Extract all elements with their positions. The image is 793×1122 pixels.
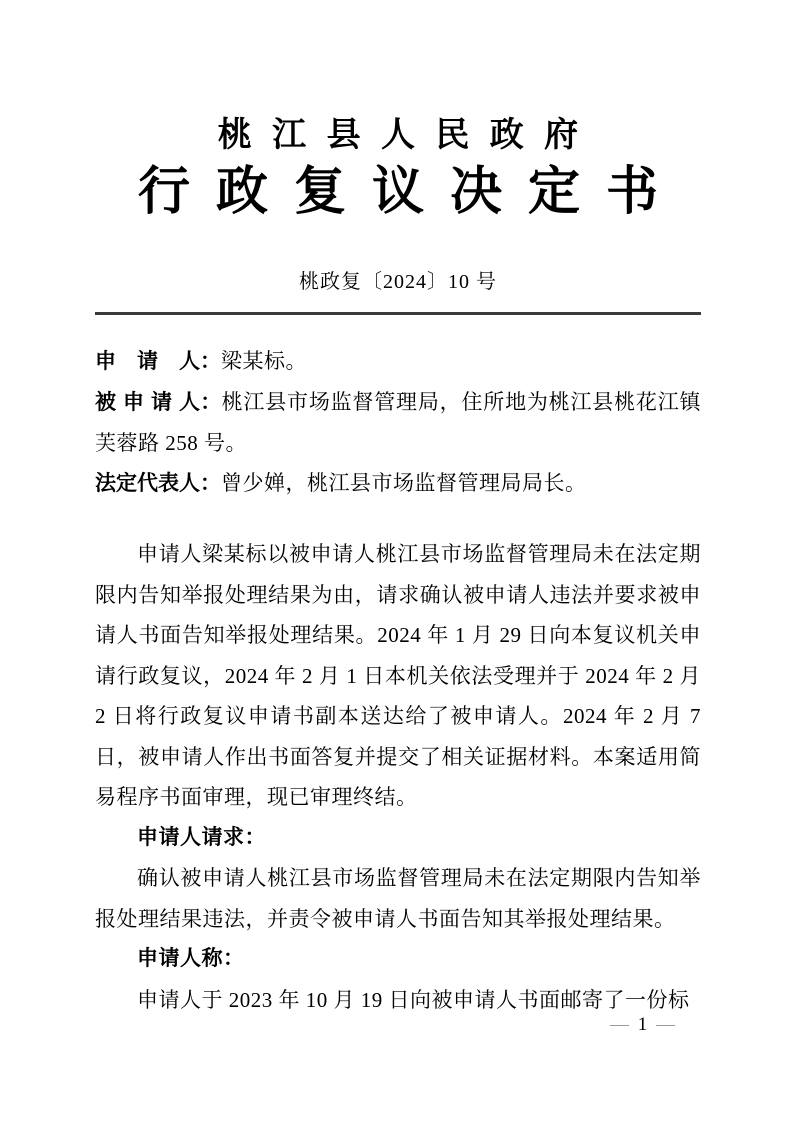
body-heading-applicant-statement: 申请人称： bbox=[137, 947, 245, 970]
party-row-legal-representative bbox=[95, 463, 701, 504]
parties-section bbox=[95, 341, 701, 504]
document-number: 桃政复〔2024〕10 号 bbox=[299, 271, 497, 293]
party-label: 法定代表人 bbox=[95, 472, 200, 495]
party-value: 梁某标。 bbox=[221, 349, 307, 373]
party-value: 桃江县市场监督管理局，住所地为桃江县桃花江镇芙蓉路 258 号。 bbox=[95, 390, 701, 455]
body-section bbox=[95, 534, 701, 1020]
page-number-dash-left: — bbox=[610, 1014, 631, 1035]
party-colon: ： bbox=[200, 350, 221, 373]
document-title: 行政复议决定书 bbox=[137, 163, 684, 221]
party-row-applicant bbox=[95, 341, 701, 382]
page-number-dash-right: — bbox=[656, 1014, 677, 1035]
party-label: 申请人 bbox=[95, 350, 200, 373]
header-divider bbox=[95, 312, 701, 315]
party-row-respondent bbox=[95, 382, 701, 463]
party-colon: ： bbox=[200, 391, 222, 414]
body-paragraph-statement-detail: 申请人于 2023 年 10 月 19 日向被申请人书面邮寄了一份标 bbox=[137, 987, 690, 1012]
body-heading-applicant-request: 申请人请求： bbox=[137, 825, 266, 849]
party-label: 被申请人 bbox=[95, 391, 200, 414]
body-paragraph-request-detail: 确认被申请人桃江县市场监督管理局未在法定期限内告知举报处理结果违法，并责令被申请人书面告知其举报处理结果。 bbox=[95, 866, 701, 931]
document-content bbox=[0, 114, 793, 1020]
party-value: 曾少婵，桃江县市场监督管理局局长。 bbox=[221, 471, 587, 495]
page-number-value: 1 bbox=[637, 1014, 650, 1035]
page-number bbox=[610, 1012, 677, 1038]
issuing-authority-title: 桃江县人民政府 bbox=[217, 117, 599, 154]
body-paragraph-case-summary: 申请人梁某标以被申请人桃江县市场监督管理局未在法定期限内告知举报处理结果为由，请求确认被申请人违法并要求被申请人书面告知举报处理结果。2024 年 1 月 29 日向本复议机关申请行政复议，2024 年 2 月 1 日本机关依法受理并于 2024 年 2 月 2 日将行政复议申请书副本送达给了被申请人。2024 年 2 月 7 日，被申请人作出书面答复并提交了相关证据材料。本案适用简易程序书面审理，现已审理终结。 bbox=[95, 542, 701, 809]
party-colon: ： bbox=[200, 472, 221, 495]
